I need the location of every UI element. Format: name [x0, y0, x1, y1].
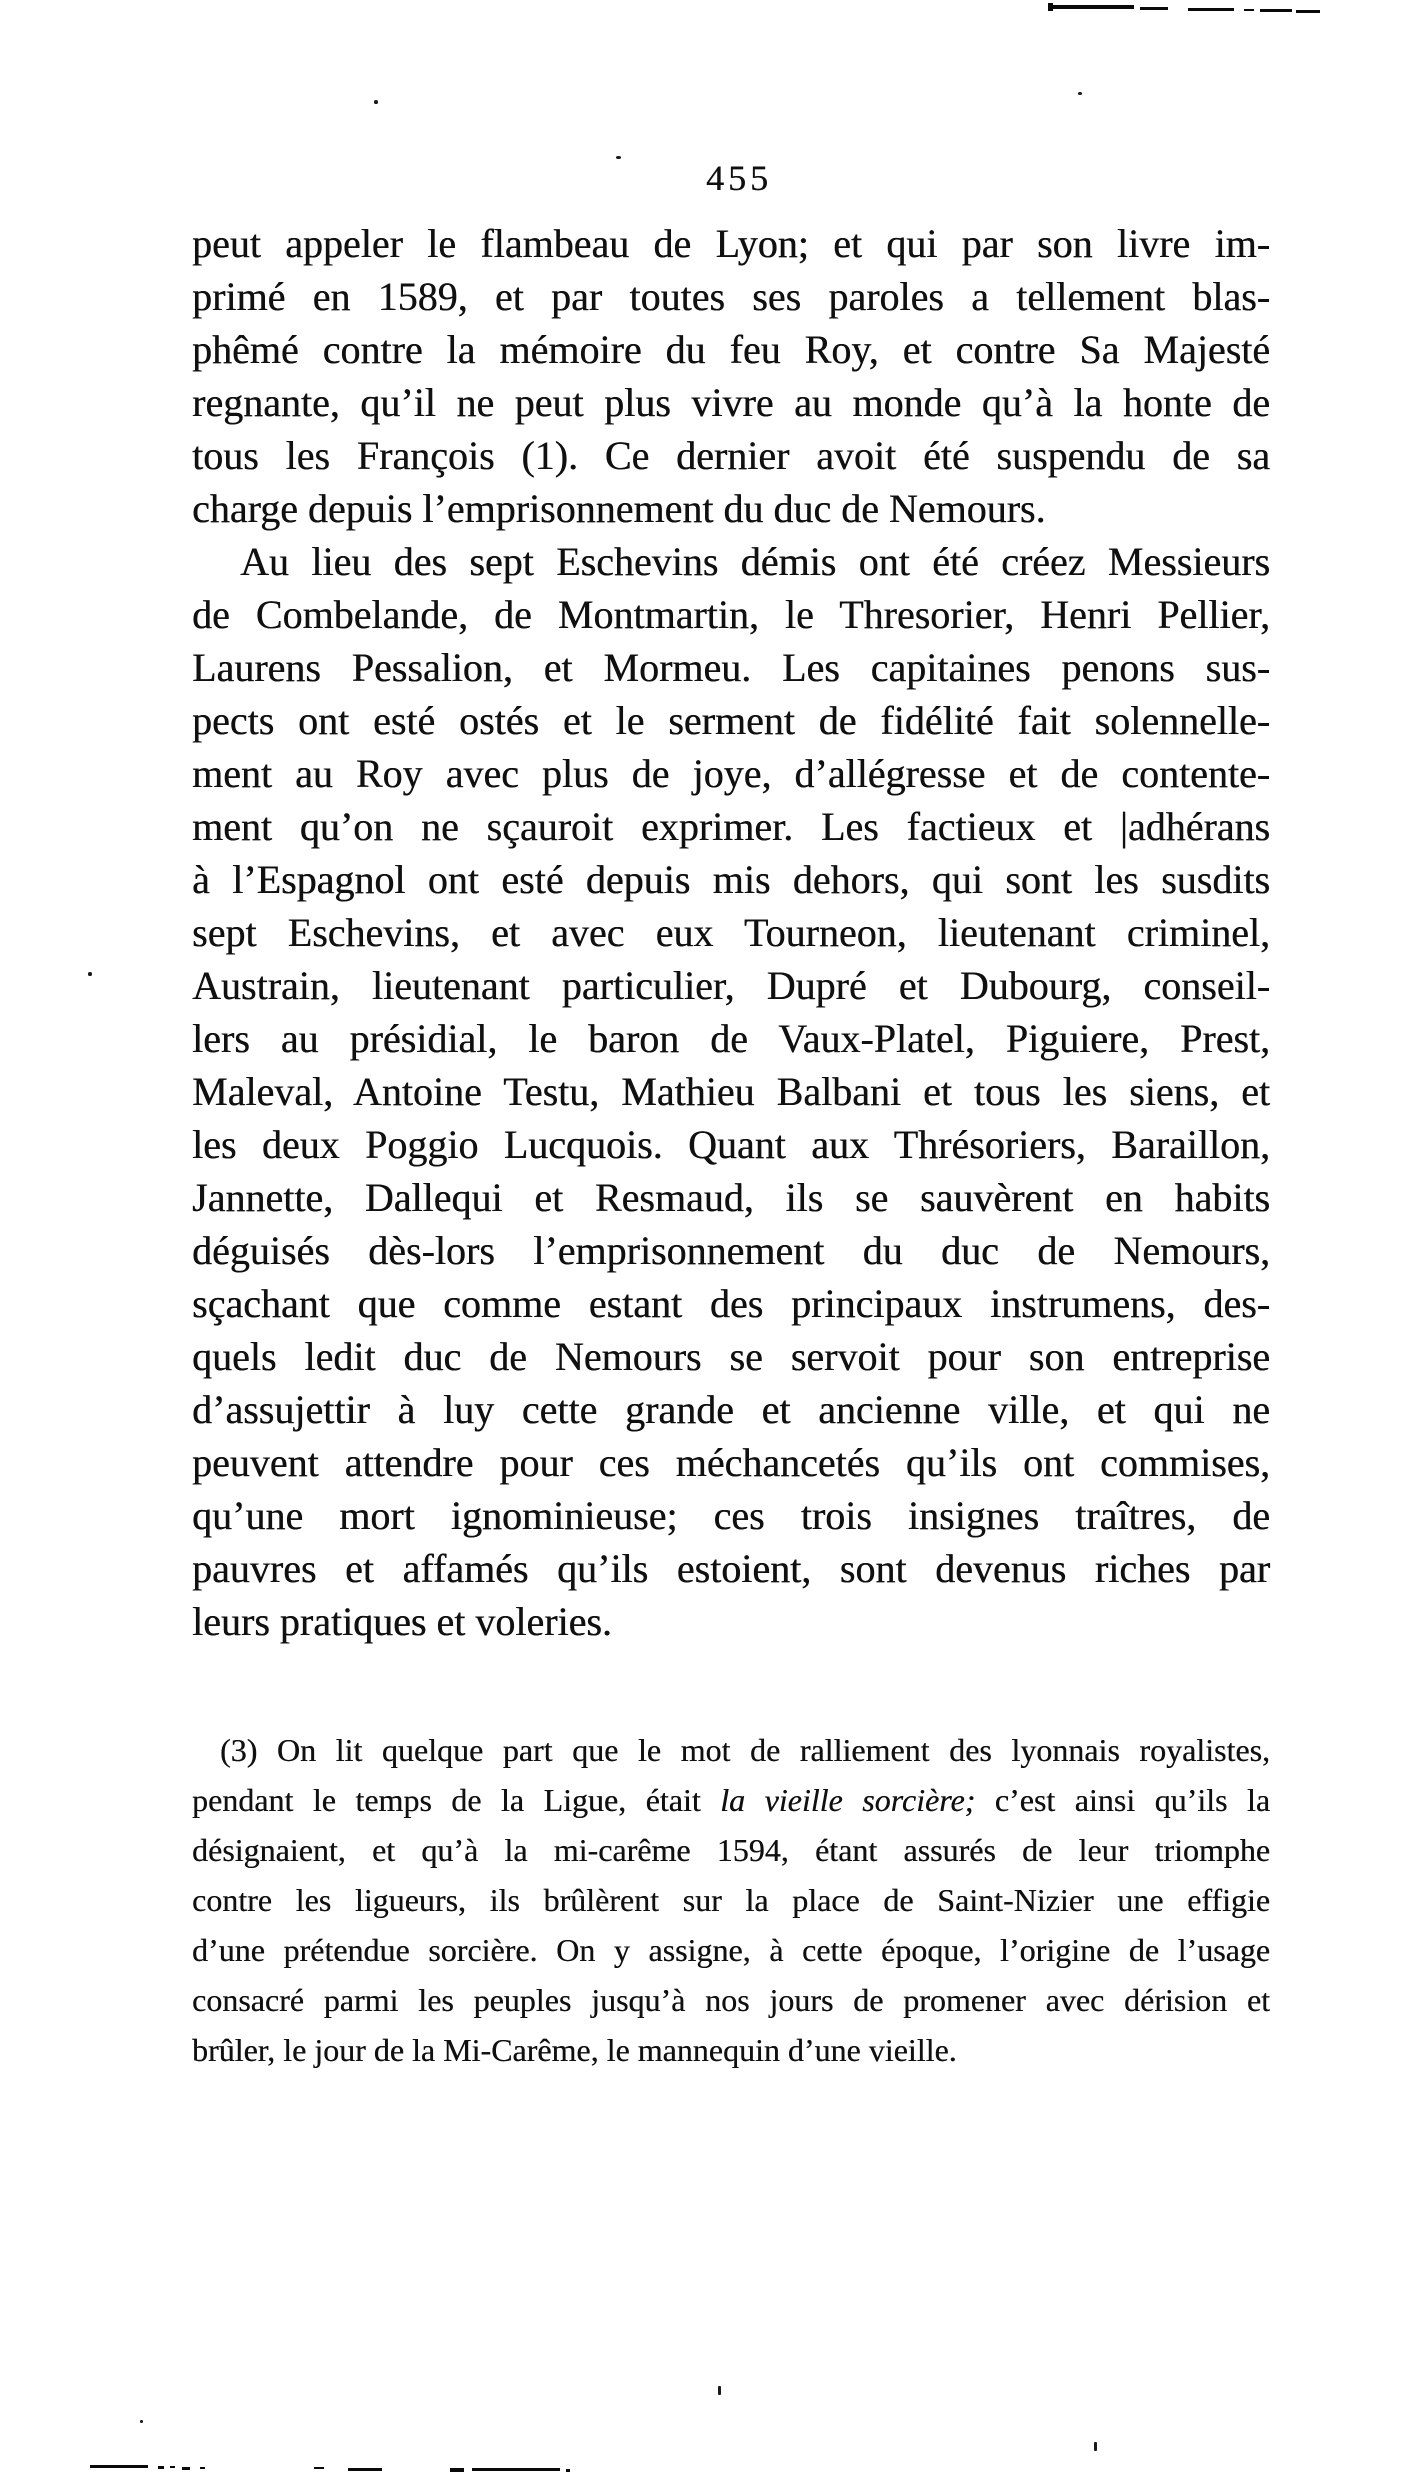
scan-line-segment: [450, 2468, 464, 2472]
scan-artifact-top-edge: [1048, 3, 1320, 17]
scan-line-segment: [1188, 8, 1234, 11]
text-line: [192, 1118, 1270, 1171]
text-line: [192, 906, 1270, 959]
scan-line-segment: [1260, 9, 1292, 12]
text-line: [192, 217, 1270, 270]
text-line: [192, 1277, 1270, 1330]
text-segment: Austrain, lieutenant particulier, Dupré et Dubourg, conseil-: [192, 963, 1270, 1008]
italic-text-segment: la vieille sorcière;: [720, 1782, 976, 1818]
scan-speck: [616, 156, 621, 159]
text-line: [192, 1171, 1270, 1224]
text-segment: pendant le temps de la Ligue, était: [192, 1782, 721, 1818]
text-line: [192, 1542, 1270, 1595]
scan-line-segment: [1140, 7, 1168, 10]
scan-speck: [88, 972, 92, 976]
text-segment: peut appeler le flambeau de Lyon; et qui par son livre im-: [192, 221, 1270, 266]
text-segment: sept Eschevins, et avec eux Tourneon, lieutenant criminel,: [192, 910, 1270, 955]
text-segment: consacré parmi les peuples jusqu’à nos jours de promener avec dérision et: [192, 1982, 1270, 2018]
text-line: [192, 853, 1270, 906]
scan-line-segment: [170, 2466, 175, 2468]
text-line: [192, 1436, 1270, 1489]
text-segment: qu’une mort ignominieuse; ces trois insignes traîtres, de: [192, 1493, 1270, 1538]
scan-line-segment: [348, 2468, 382, 2471]
text-line: [192, 1975, 1270, 2025]
text-segment: peuvent attendre pour ces méchancetés qu’ils ont commises,: [192, 1440, 1270, 1485]
text-line: [192, 1925, 1270, 1975]
text-segment: leurs pratiques et voleries.: [192, 1599, 612, 1644]
scan-line-segment: [472, 2468, 560, 2471]
text-line: [192, 1224, 1270, 1277]
text-segment: Laurens Pessalion, et Mormeu. Les capitaines penons sus-: [192, 645, 1270, 690]
text-segment: d’assujettir à luy cette grande et ancienne ville, et qui ne: [192, 1387, 1270, 1432]
text-segment: déguisés dès-lors l’emprisonnement du duc de Nemours,: [192, 1228, 1270, 1273]
text-line: [192, 1383, 1270, 1436]
text-segment: quels ledit duc de Nemours se servoit pour son entreprise: [192, 1334, 1270, 1379]
scan-line-segment: [158, 2466, 164, 2469]
text-line: [192, 1330, 1270, 1383]
text-segment: ment au Roy avec plus de joye, d’allégresse et de contente-: [192, 751, 1270, 796]
text-line: [192, 1775, 1270, 1825]
text-line: [192, 482, 1270, 535]
text-segment: de Combelande, de Montmartin, le Thresorier, Henri Pellier,: [192, 592, 1270, 637]
text-line: [192, 588, 1270, 641]
scan-speck: [718, 2386, 721, 2395]
scan-speck: [374, 100, 378, 104]
text-segment: Jannette, Dallequi et Resmaud, ils se sauvèrent en habits: [192, 1175, 1270, 1220]
text-line: [192, 429, 1270, 482]
text-segment: tous les François (1). Ce dernier avoit été suspendu de sa: [192, 433, 1270, 478]
text-segment: charge depuis l’emprisonnement du duc de Nemours.: [192, 486, 1046, 531]
scan-line-segment: [314, 2467, 324, 2469]
main-text-block: [192, 217, 1270, 1648]
text-line: [192, 694, 1270, 747]
scan-line-segment: [1244, 9, 1254, 11]
text-segment: phêmé contre la mémoire du feu Roy, et contre Sa Majesté: [192, 327, 1270, 372]
text-segment: d’une prétendue sorcière. On y assigne, à cette époque, l’origine de l’usage: [192, 1932, 1270, 1968]
scan-artifact-bottom-edge: [88, 2462, 572, 2474]
scan-line-segment: [566, 2469, 570, 2472]
scan-speck: [140, 2420, 143, 2423]
text-line: [192, 1012, 1270, 1065]
text-segment: pects ont esté ostés et le serment de fidélité fait solennelle-: [192, 698, 1270, 743]
scan-line-segment: [1052, 5, 1134, 9]
text-line: [192, 1725, 1270, 1775]
text-segment: regnante, qu’il ne peut plus vivre au monde qu’à la honte de: [192, 380, 1270, 425]
text-segment: brûler, le jour de la Mi-Carême, le mannequin d’une vieille.: [192, 2032, 957, 2068]
text-line: [192, 376, 1270, 429]
scan-line-segment: [1296, 10, 1320, 13]
text-segment: les deux Poggio Lucquois. Quant aux Thrésoriers, Baraillon,: [192, 1122, 1270, 1167]
text-line: [192, 1595, 1270, 1648]
text-segment: à l’Espagnol ont esté depuis mis dehors, qui sont les susdits: [192, 857, 1270, 902]
scan-speck: [1078, 92, 1082, 95]
text-segment: Maleval, Antoine Testu, Mathieu Balbani et tous les siens, et: [192, 1069, 1270, 1114]
text-segment: pauvres et affamés qu’ils estoient, sont devenus riches par: [192, 1546, 1270, 1591]
scan-line-segment: [182, 2467, 190, 2470]
text-segment: désignaient, et qu’à la mi-carême 1594, étant assurés de leur triomphe: [192, 1832, 1270, 1868]
text-line: [192, 1489, 1270, 1542]
text-segment: sçachant que comme estant des principaux instrumens, des-: [192, 1281, 1270, 1326]
text-line: [192, 1825, 1270, 1875]
text-segment: Au lieu des sept Eschevins démis ont été créez Messieurs: [240, 539, 1270, 584]
scan-speck: [1094, 2442, 1097, 2451]
text-line: [192, 323, 1270, 376]
scan-line-segment: [200, 2467, 205, 2469]
text-segment: primé en 1589, et par toutes ses paroles a tellement blas-: [192, 274, 1270, 319]
text-line: [192, 1065, 1270, 1118]
text-segment: contre les ligueurs, ils brûlèrent sur la place de Saint-Nizier une effigie: [192, 1882, 1270, 1918]
text-line: [192, 535, 1270, 588]
text-line: [192, 270, 1270, 323]
page-number: 455: [706, 158, 772, 198]
text-line: [192, 747, 1270, 800]
text-segment: lers au présidial, le baron de Vaux-Platel, Piguiere, Prest,: [192, 1016, 1270, 1061]
scan-line-segment: [90, 2465, 148, 2468]
text-segment: c’est ainsi qu’ils la: [975, 1782, 1271, 1818]
text-line: [192, 1875, 1270, 1925]
text-segment: ment qu’on ne sçauroit exprimer. Les factieux et |adhérans: [192, 804, 1270, 849]
text-line: [192, 2025, 1270, 2075]
text-line: [192, 641, 1270, 694]
text-line: [192, 800, 1270, 853]
text-line: [192, 959, 1270, 1012]
footnote-block: [192, 1725, 1270, 2075]
text-segment: (3) On lit quelque part que le mot de ralliement des lyonnais royalistes,: [220, 1732, 1270, 1768]
